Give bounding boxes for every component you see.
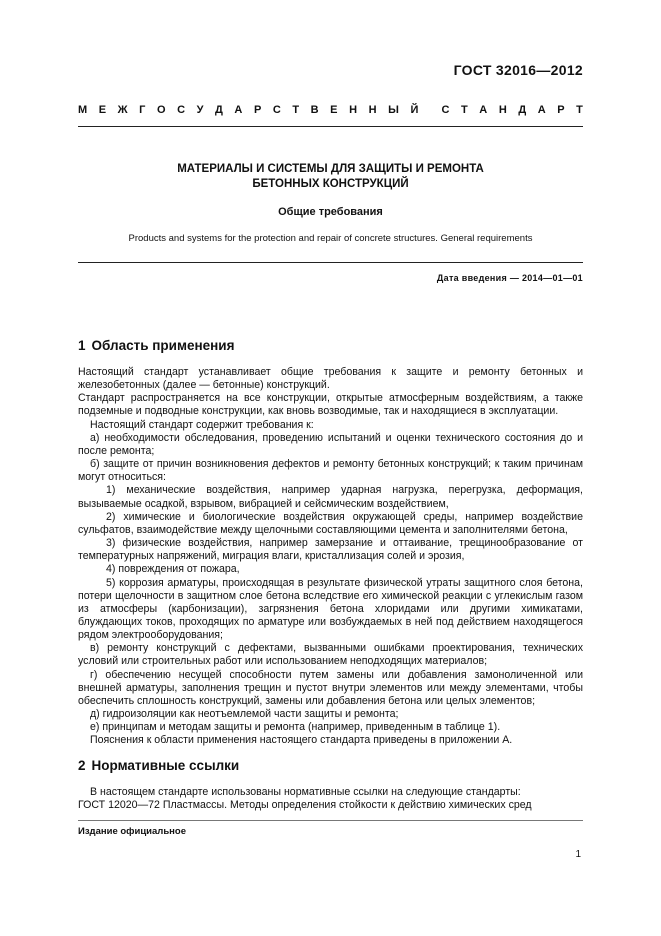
english-title: Products and systems for the protection and repair of concrete structures. General requirements <box>128 233 533 244</box>
banner-letter: А <box>234 104 243 116</box>
banner-letter: Т <box>461 104 468 116</box>
section-2-heading <box>78 758 239 773</box>
introduction-date: Дата введения — 2014—01—01 <box>436 273 583 283</box>
banner-letter: С <box>272 104 281 116</box>
section-title: Область применения <box>91 338 235 353</box>
section-1-heading <box>78 338 234 353</box>
paragraph <box>78 392 583 418</box>
banner-letter: У <box>196 104 204 116</box>
paragraph-text: б) защите от причин возникновения дефектов и ремонту бетонных конструкций; к таким причинам могут относиться: <box>78 458 583 484</box>
paragraph-text: 5) коррозия арматуры, происходящая в результате физической утраты защитного слоя бетона, потери щелочности в защитном слое бетона вследствие его химической реакции с углекислым газом из атмосферы (карбонизации), загрязнения бетона хлоридами или другими химикатами, блуждающих токов, проходящих по арматуре или возбуждаемых в ней под действием находящегося рядом электрооборудования; <box>78 576 583 642</box>
banner-letter: Р <box>557 104 565 116</box>
paragraph <box>78 786 583 799</box>
banner-letter: Т <box>292 104 300 116</box>
banner-letter: Р <box>253 104 262 116</box>
banner-letter: Д <box>215 104 223 116</box>
footer-divider <box>78 820 583 821</box>
list-item-a <box>78 432 583 458</box>
banner-letter: С <box>177 104 186 116</box>
edition-label: Издание официальное <box>78 826 186 837</box>
title-line-2: БЕТОННЫХ КОНСТРУКЦИЙ <box>252 178 409 190</box>
list-item-b4 <box>78 563 583 576</box>
list-item-e <box>78 721 583 734</box>
paragraph-text: г) обеспечению несущей способности путем замены или добавления замоноличенной или внешней арматуры, заполнения трещин и пустот внутри элементов или между элементами, чтобы обеспечить сплошность конструкций, замены или добавления бетона или целых элементов; <box>78 668 583 707</box>
banner-letter: Н <box>349 104 358 116</box>
paragraph-text: В настоящем стандарте использованы нормативные ссылки на следующие стандарты: <box>90 786 521 798</box>
paragraph-text: Стандарт распространяется на все конструкции, открытые атмосферным воздействиям, а также подземные и подводные конструкции, как вновь возводимые, так и находящиеся в эксплуатации. <box>78 392 583 418</box>
paragraph-text: Пояснения к области применения настоящего стандарта приведены в приложении А. <box>90 734 513 747</box>
document-title <box>78 162 583 192</box>
banner-letter: Ы <box>388 104 399 116</box>
list-item-v <box>78 642 583 668</box>
list-item-g <box>78 669 583 708</box>
banner-letter: О <box>156 104 166 116</box>
section-title: Нормативные ссылки <box>91 758 240 773</box>
banner-letter: А <box>479 104 488 116</box>
paragraph-text: 2) химические и биологические воздействия окружающей среды, например воздействие сульфатов, взаимодействие между щелочными составляющими цемента и заполнителями бетона, <box>78 510 583 536</box>
banner-letter: В <box>310 104 319 116</box>
paragraph <box>78 734 583 747</box>
banner-letter: Й <box>410 104 419 116</box>
section-number: 2 <box>78 758 86 773</box>
top-divider <box>78 126 583 127</box>
title-divider <box>78 262 583 263</box>
paragraph-text: Настоящий стандарт устанавливает общие требования к защите и ремонту бетонных и железобетонных (далее — бетонные) конструкций. <box>78 366 583 392</box>
list-item-b <box>78 458 583 484</box>
paragraph-text: 4) повреждения от пожара, <box>106 563 240 576</box>
paragraph-text: Настоящий стандарт содержит требования к: <box>90 418 314 431</box>
section-1-body <box>78 366 583 748</box>
banner-letter: С <box>441 104 450 116</box>
page-number: 1 <box>575 849 581 860</box>
banner-letter: А <box>537 104 546 116</box>
section-number: 1 <box>78 338 86 353</box>
paragraph-text: д) гидроизоляции как неотъемлемой части защиты и ремонта; <box>90 708 399 721</box>
banner-letter: Е <box>330 104 338 116</box>
banner-letter: Ж <box>117 104 128 116</box>
paragraph-text: в) ремонту конструкций с дефектами, вызванными ошибками проектирования, технических условий или строительных работ или использованием неподходящих материалов; <box>78 642 583 668</box>
paragraph <box>78 366 583 392</box>
list-item-b3 <box>78 537 583 563</box>
document-subtitle: Общие требования <box>278 206 383 218</box>
banner-letter: Т <box>576 104 583 116</box>
banner-letter: М <box>78 104 88 116</box>
normative-reference <box>78 799 583 812</box>
banner-letter: Г <box>139 104 146 116</box>
banner-letter: Д <box>518 104 527 116</box>
gost-code: ГОСТ 32016—2012 <box>453 62 583 78</box>
title-line-1: МАТЕРИАЛЫ И СИСТЕМЫ ДЛЯ ЗАЩИТЫ И РЕМОНТА <box>177 163 484 175</box>
list-item-b1 <box>78 484 583 510</box>
paragraph <box>78 419 583 432</box>
list-item-b2 <box>78 511 583 537</box>
paragraph-text: 3) физические воздействия, например замерзание и оттаивание, трещинообразование от температурных напряжений, миграция влаги, кристаллизация солей и эрозия, <box>78 537 583 563</box>
list-item-d <box>78 708 583 721</box>
paragraph-text: е) принципам и методам защиты и ремонта (например, приведенным в таблице 1). <box>90 721 501 734</box>
banner-letter: Н <box>498 104 507 116</box>
banner-letter: Н <box>368 104 377 116</box>
list-item-b5 <box>78 577 583 643</box>
paragraph-text: а) необходимости обследования, проведению испытаний и оценки технического состояния до и после ремонта; <box>78 431 583 457</box>
paragraph-text: 1) механические воздействия, например ударная нагрузка, перегрузка, деформация, вызываемые осадкой, взрывом, вибрацией и сейсмическим воздействием, <box>78 484 583 510</box>
paragraph-text: ГОСТ 12020—72 Пластмассы. Методы определения стойкости к действию химических сред <box>78 799 532 812</box>
section-2-body <box>78 786 583 812</box>
interstate-standard-banner <box>78 104 583 116</box>
banner-letter: Е <box>98 104 107 116</box>
